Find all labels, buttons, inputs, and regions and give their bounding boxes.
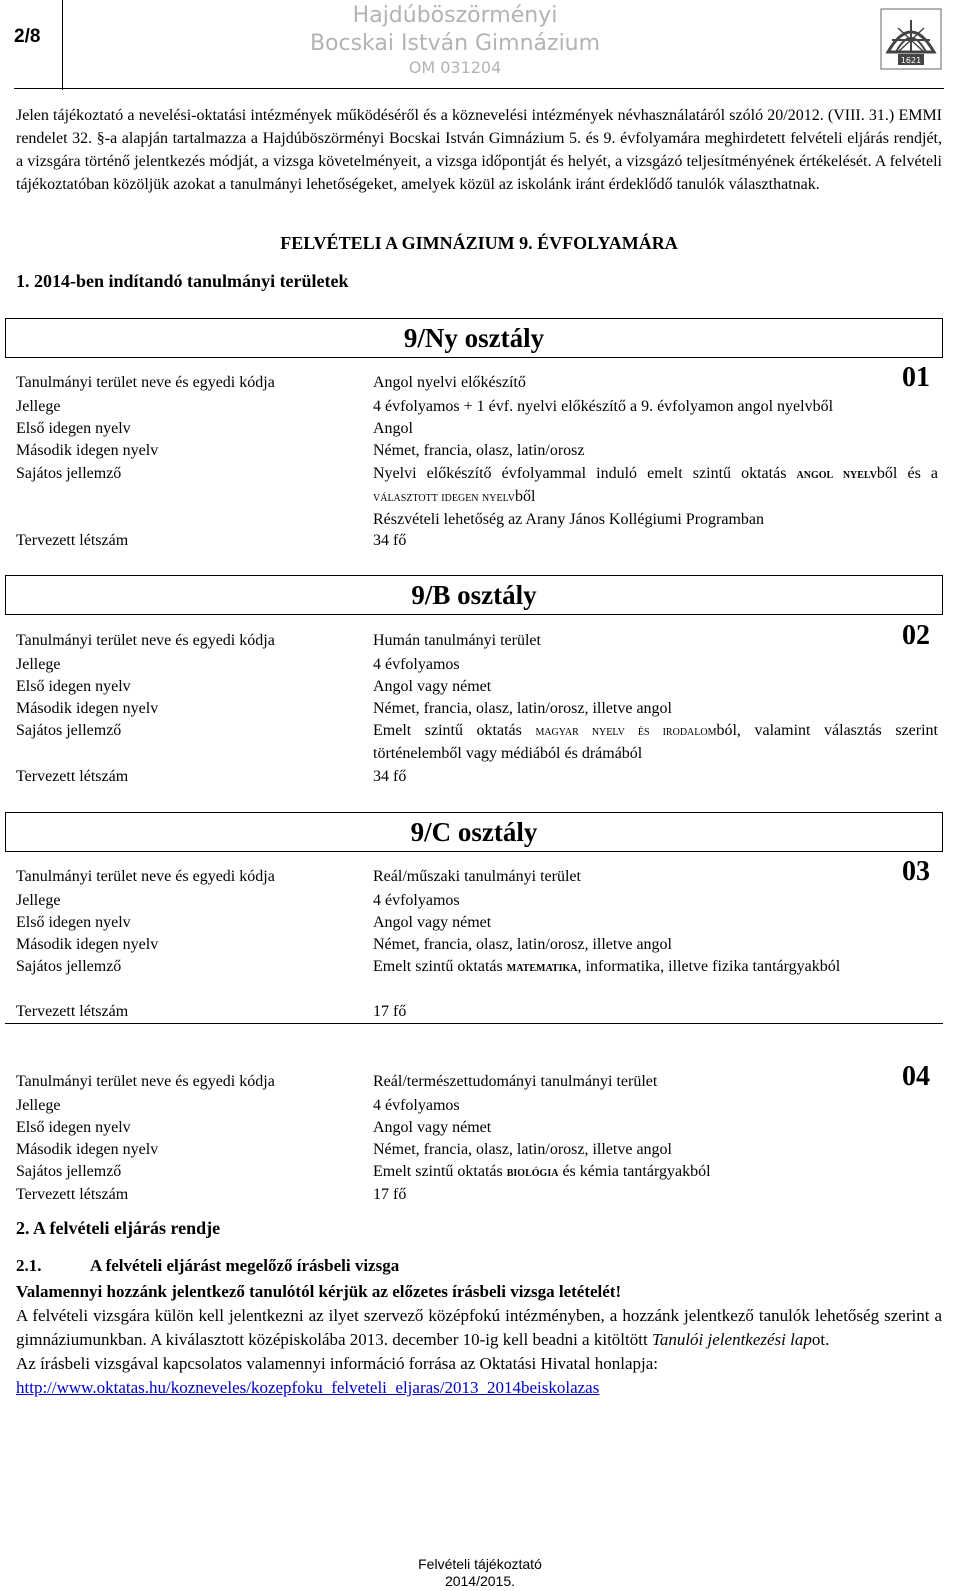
value-name: Humán tanulmányi terület bbox=[373, 632, 541, 649]
section-title: FELVÉTELI A GIMNÁZIUM 9. ÉVFOLYAMÁRA bbox=[280, 233, 678, 253]
special-text: ből és a bbox=[876, 465, 939, 482]
subsection-number: 2.1. bbox=[16, 1256, 42, 1275]
value-first-lang: Angol vagy német bbox=[373, 914, 492, 931]
logo-year: 1621 bbox=[900, 56, 922, 65]
school-name bbox=[260, 2, 650, 78]
class-header-9b bbox=[5, 575, 943, 615]
label-special: Sajátos jellemző bbox=[16, 958, 122, 975]
paragraph-text: A felvételi vizsgára külön kell jelentkezni az ilyet szervező középfokú intézményben, a hozzánk jelentkező tanulók lehetőség szerint a gimnáziumunkban. A kiválasztott középiskolába 2013. december 10-ig kell beadni a kitöltött bbox=[16, 1306, 942, 1349]
oktatas-link[interactable]: http://www.oktatas.hu/kozneveles/kozepfoku_felveteli_eljaras/2013_2014beiskolazas bbox=[16, 1378, 600, 1397]
value-name: Reál/műszaki tanulmányi terület bbox=[373, 868, 581, 885]
special-text: ből bbox=[515, 488, 536, 505]
label-type: Jellege bbox=[16, 892, 61, 909]
special-subject: biológia bbox=[506, 1165, 559, 1180]
label-type: Jellege bbox=[16, 656, 61, 673]
value-type: 4 évfolyamos + 1 évf. nyelvi előkészítő a 9. évfolyamon angol nyelvből bbox=[373, 398, 834, 415]
value-second-lang: Német, francia, olasz, latin/orosz, illetve angol bbox=[373, 700, 672, 717]
label-type: Jellege bbox=[16, 398, 61, 415]
footer-title: Felvételi tájékoztató bbox=[418, 1556, 542, 1572]
value-second-lang: Német, francia, olasz, latin/orosz, illetve angol bbox=[373, 936, 672, 953]
om-identifier: OM 031204 bbox=[408, 58, 502, 77]
class-title: 9/C osztály bbox=[410, 817, 538, 847]
value-type: 4 évfolyamos bbox=[373, 892, 460, 909]
label-name: Tanulmányi terület neve és egyedi kódja bbox=[16, 632, 275, 649]
class-title: 9/Ny osztály bbox=[403, 323, 545, 353]
label-type: Jellege bbox=[16, 1097, 61, 1114]
class-divider bbox=[5, 1023, 943, 1024]
class-code: 03 bbox=[902, 856, 930, 887]
class-code: 02 bbox=[902, 620, 930, 651]
value-planned: 34 fő bbox=[373, 532, 407, 549]
value-name: Angol nyelvi előkészítő bbox=[373, 374, 526, 391]
class-code: 01 bbox=[902, 362, 930, 393]
label-special: Sajátos jellemző bbox=[16, 722, 122, 739]
section-2-heading: 2. A felvételi eljárás rendje bbox=[16, 1218, 221, 1238]
intro-paragraph: Jelen tájékoztató a nevelési-oktatási intézmények működéséről és a köznevelési intézmények névhasználatáról szóló 20/2012. (VIII. 31.) EMMI rendelet 32. §-a alapján tartalmazza a Hajdúböszörményi Bocskai István Gimnázium 5. és 9. évfolyamára meghirdetett felvételi eljárás rendjét, a vizsgára történő jelentkezés módját, a vizsga követelményeit, a vizsga időpontját és helyét, a vizsgázó teljesítményének értékelését. A felvételi tájékoztatóban közöljük azokat a tanulmányi lehetőségeket, amelyek közül az iskolánk iránt érdeklődő tanulók választhatnak. bbox=[16, 107, 942, 193]
value-planned: 17 fő bbox=[373, 1186, 407, 1203]
label-planned: Tervezett létszám bbox=[16, 768, 129, 785]
special-subject: választott idegen nyelv bbox=[373, 490, 515, 505]
school-name-line2: Bocskai István Gimnázium bbox=[309, 31, 601, 56]
label-first-lang: Első idegen nyelv bbox=[16, 678, 131, 695]
value-type: 4 évfolyamos bbox=[373, 1097, 460, 1114]
label-first-lang: Első idegen nyelv bbox=[16, 914, 131, 931]
label-planned: Tervezett létszám bbox=[16, 1003, 129, 1020]
value-first-lang: Angol vagy német bbox=[373, 1119, 492, 1136]
school-name-line1: Hajdúböszörményi bbox=[352, 3, 558, 28]
value-type: 4 évfolyamos bbox=[373, 656, 460, 673]
footer-year: 2014/2015. bbox=[444, 1573, 516, 1589]
value-name: Reál/természettudományi tanulmányi terület bbox=[373, 1073, 658, 1090]
label-first-lang: Első idegen nyelv bbox=[16, 420, 131, 437]
label-special: Sajátos jellemző bbox=[16, 1163, 122, 1180]
application-paragraph bbox=[16, 1304, 942, 1352]
label-first-lang: Első idegen nyelv bbox=[16, 1119, 131, 1136]
value-special bbox=[373, 463, 938, 531]
label-planned: Tervezett létszám bbox=[16, 532, 129, 549]
label-second-lang: Második idegen nyelv bbox=[16, 442, 159, 459]
special-text: és kémia tantárgyakból bbox=[562, 1163, 711, 1180]
subsection-title: A felvételi eljárást megelőző írásbeli vizsga bbox=[90, 1256, 400, 1275]
section-2-body bbox=[16, 1280, 942, 1400]
label-name: Tanulmányi terület neve és egyedi kódja bbox=[16, 868, 275, 885]
info-paragraph: Az írásbeli vizsgával kapcsolatos valamennyi információ forrása az Oktatási Hivatal honlapja: bbox=[16, 1354, 658, 1373]
special-subject: magyar nyelv és irodalom bbox=[535, 724, 717, 739]
label-second-lang: Második idegen nyelv bbox=[16, 1141, 159, 1158]
special-text: Emelt szintű oktatás bbox=[373, 722, 522, 739]
bold-notice: Valamennyi hozzánk jelentkező tanulótól kérjük az előzetes írásbeli vizsga letételét! bbox=[16, 1282, 622, 1301]
value-first-lang: Angol vagy német bbox=[373, 678, 492, 695]
form-name: Tanulói jelentkezési lap bbox=[651, 1330, 812, 1349]
class-code: 04 bbox=[902, 1061, 930, 1092]
label-planned: Tervezett létszám bbox=[16, 1186, 129, 1203]
value-planned: 17 fő bbox=[373, 1003, 407, 1020]
school-logo bbox=[880, 8, 942, 70]
value-first-lang: Angol bbox=[373, 420, 413, 437]
label-second-lang: Második idegen nyelv bbox=[16, 936, 159, 953]
class-title: 9/B osztály bbox=[411, 580, 537, 610]
label-name: Tanulmányi terület neve és egyedi kódja bbox=[16, 374, 275, 391]
special-text: , informatika, illetve fizika tantárgyakból bbox=[577, 958, 841, 975]
value-special bbox=[373, 956, 938, 979]
special-text: Emelt szintű oktatás bbox=[373, 1163, 503, 1180]
special-subject: matematika bbox=[506, 960, 578, 975]
section-1-heading: 1. 2014-ben indítandó tanulmányi területek bbox=[16, 271, 349, 291]
header-rule bbox=[14, 88, 944, 89]
label-name: Tanulmányi terület neve és egyedi kódja bbox=[16, 1073, 275, 1090]
label-special: Sajátos jellemző bbox=[16, 465, 122, 482]
value-special bbox=[373, 720, 938, 765]
label-second-lang: Második idegen nyelv bbox=[16, 700, 159, 717]
value-second-lang: Német, francia, olasz, latin/orosz, illetve angol bbox=[373, 1141, 672, 1158]
value-special bbox=[373, 1161, 938, 1184]
special-text: Emelt szintű oktatás bbox=[373, 958, 503, 975]
paragraph-text: ot. bbox=[811, 1330, 830, 1349]
header-divider bbox=[62, 0, 63, 90]
section-2-1-heading bbox=[16, 1256, 399, 1276]
special-text: ból, valamint választás szerint történelemből vagy médiából és drámából bbox=[373, 722, 938, 762]
special-extra: Részvételi lehetőség az Arany János Kollégiumi Programban bbox=[373, 511, 765, 528]
class-header-9ny bbox=[5, 318, 943, 358]
class-header-9c bbox=[5, 812, 943, 852]
page-number: 2/8 bbox=[14, 26, 41, 47]
value-second-lang: Német, francia, olasz, latin/orosz bbox=[373, 442, 585, 459]
special-text: Nyelvi előkészítő évfolyammal induló emelt szintű oktatás bbox=[373, 465, 787, 482]
special-subject: angol nyelv bbox=[796, 467, 877, 482]
value-planned: 34 fő bbox=[373, 768, 407, 785]
footer bbox=[260, 1556, 700, 1590]
